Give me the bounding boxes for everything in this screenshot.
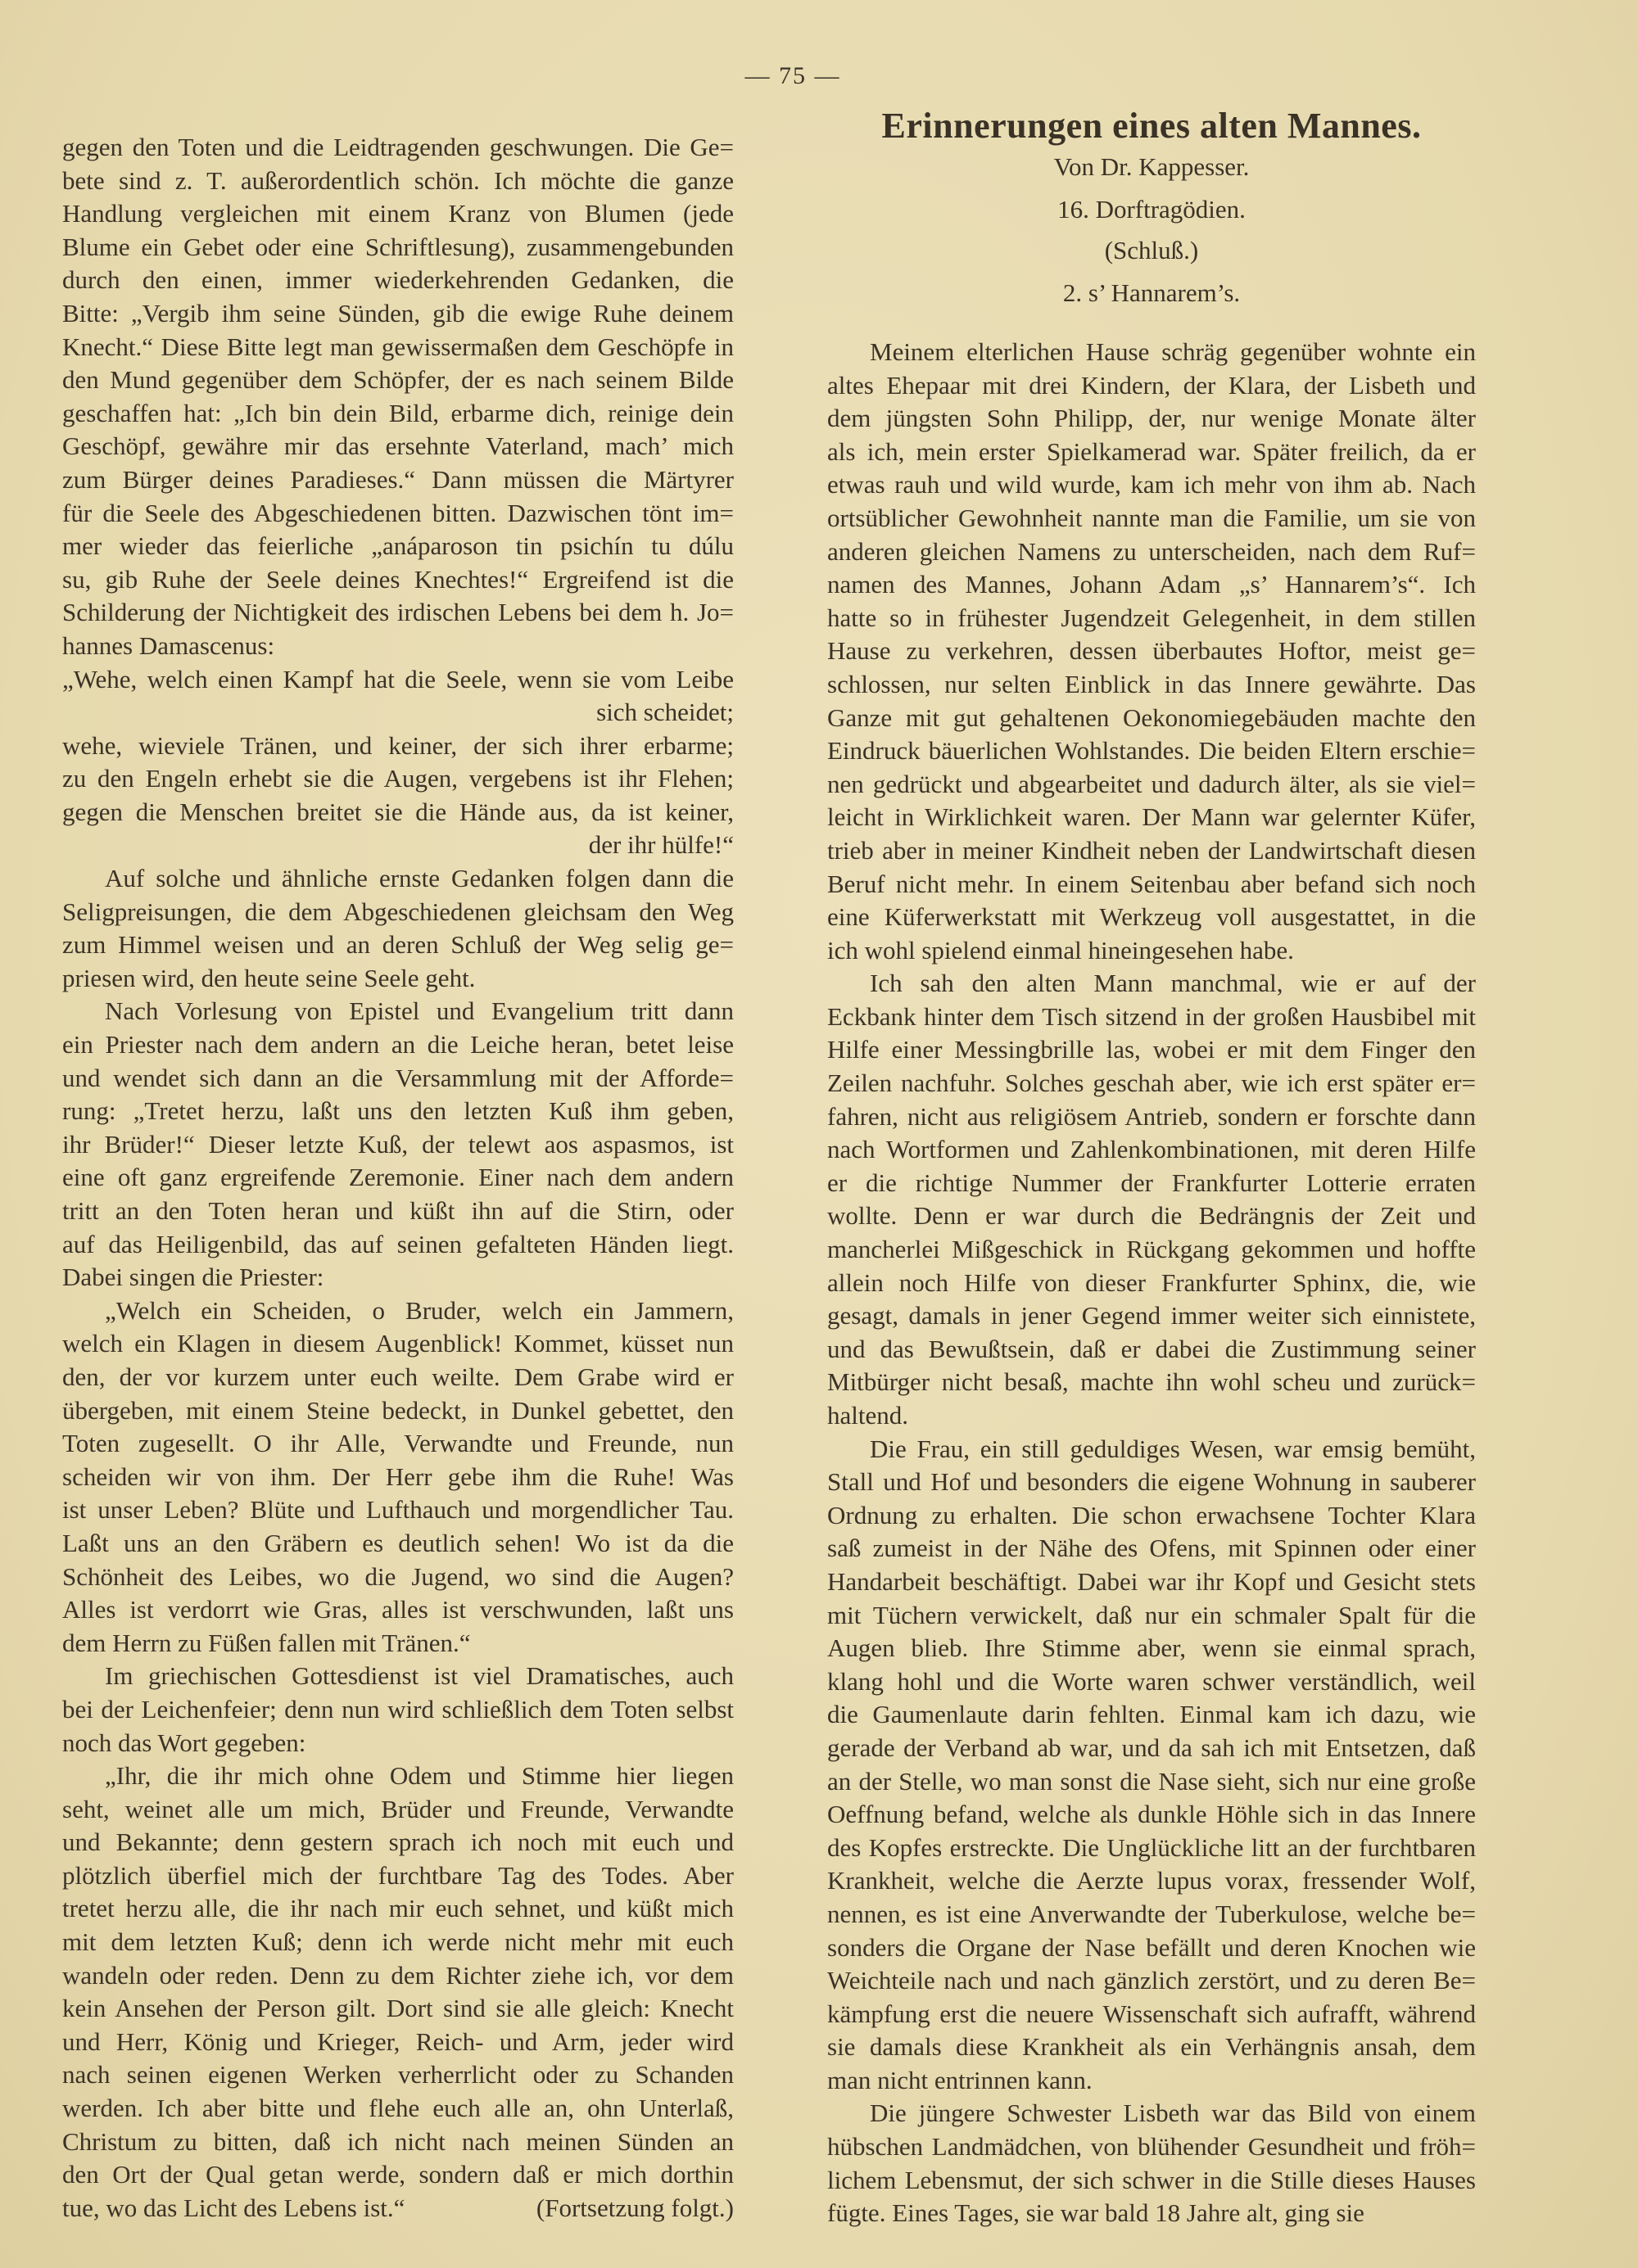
text-line	[827, 1599, 1476, 1633]
line-text: Ganze mit gut gehaltenen Oekonomiegebäuden machte den	[827, 703, 1476, 732]
text-line	[62, 896, 734, 929]
section-note: (Schluß.)	[1104, 236, 1199, 264]
line-text: seht, weinet alle um mich, Brüder und Freunde, Verwandte	[62, 1794, 734, 1823]
text-line	[827, 1931, 1476, 1965]
line-text: kein Ansehen der Person gilt. Dort sind sie alle gleich: Knecht	[62, 1994, 734, 2023]
text-line	[62, 796, 734, 829]
line-text: Laßt uns an den Gräbern es deutlich sehen! Wo ist da die	[62, 1528, 734, 1557]
text-line	[827, 1167, 1476, 1200]
line-text: man nicht entrinnen kann.	[827, 2065, 1093, 2094]
line-text: den, der vor kurzem unter euch weilte. Dem Grabe wird er	[62, 1362, 734, 1391]
text-line	[62, 962, 734, 996]
text-line	[827, 668, 1476, 702]
text-line	[62, 1394, 734, 1428]
line-text: „Welch ein Scheiden, o Bruder, welch ein Jammern,	[105, 1295, 734, 1325]
line-text: Hilfe einer Messingbrille las, wobei er mit dem Finger den	[827, 1035, 1476, 1064]
line-text: nen gedrückt und abgearbeitet und dadurch älter, als sie viel=	[827, 769, 1476, 798]
text-line	[62, 1926, 734, 1959]
text-line	[827, 1267, 1476, 1300]
text-line	[827, 1565, 1476, 1599]
line-text: dem jüngsten Sohn Philipp, der, nur wenige Monate älter	[827, 404, 1476, 433]
text-line	[62, 1062, 734, 1096]
line-text: fahren, nicht aus religiösem Antrieb, sondern er forschte dann	[827, 1101, 1476, 1131]
line-text: Blume ein Gebet oder eine Schriftlesung), zusammengebunden	[62, 232, 734, 261]
line-text: den Ort der Qual getan werde, sondern daß er mich dorthin	[62, 2160, 734, 2189]
text-line	[827, 1964, 1476, 1998]
line-text: nach Wortformen und Zahlenkombinationen, mit deren Hilfe	[827, 1135, 1476, 1164]
line-text: gerade der Verband ab war, und da sah ich mit Entsetzen, daß	[827, 1733, 1476, 1762]
line-text: und Bekannte; denn gestern sprach ich noch mit euch und	[62, 1828, 734, 1857]
text-line	[62, 1959, 734, 1993]
text-line	[827, 1898, 1476, 1931]
line-text: nach seinen eigenen Werken verherrlicht oder zu Schanden	[62, 2060, 734, 2090]
line-text: er die richtige Nummer der Frankfurter Lotterie erraten	[827, 1168, 1476, 1197]
text-line	[827, 1665, 1476, 1699]
line-text: ist unser Leben? Blüte und Lufthauch und morgendlicher Tau.	[62, 1495, 734, 1525]
line-text: an der Stelle, wo man sonst die Nase sieht, sich nur eine große	[827, 1766, 1476, 1796]
text-line	[827, 1067, 1476, 1100]
text-line	[827, 1333, 1476, 1367]
text-line	[62, 331, 734, 364]
text-line	[827, 602, 1476, 635]
text-line	[827, 502, 1476, 535]
text-line	[827, 2097, 1476, 2130]
article-title: Erinnerungen eines alten Mannes.	[881, 106, 1422, 146]
text-line	[62, 2092, 734, 2126]
text-line	[827, 2064, 1476, 2098]
text-line	[827, 635, 1476, 668]
text-line	[62, 1261, 734, 1294]
line-text: haltend.	[827, 1401, 908, 1430]
text-line	[62, 264, 734, 297]
continuation-note: (Fortsetzung folgt.)	[536, 2193, 734, 2222]
line-text: eine Küferwerkstatt mit Werkzeug voll ausgestattet, in die	[827, 902, 1476, 932]
line-text: Meinem elterlichen Hause schräg gegenüber wohnte ein	[870, 337, 1476, 366]
line-text: Stall und Hof und besonders die eigene Wohnung in sauberer	[827, 1467, 1476, 1497]
line-text: su, gib Ruhe der Seele deines Knechtes!“ Ergreifend ist die	[62, 564, 734, 594]
line-text: scheiden wir von ihm. Der Herr gebe ihm die Ruhe! Was	[62, 1462, 734, 1491]
line-text: Schilderung der Nichtigkeit des irdischen Lebens bei dem h. Jo=	[62, 598, 734, 627]
line-text: Schönheit des Leibes, wo die Jugend, wo sind die Augen?	[62, 1561, 734, 1591]
line-text: zum Himmel weisen und an deren Schluß der Weg selig ge=	[62, 930, 734, 960]
text-line	[827, 1499, 1476, 1533]
line-text: übergeben, mit einem Steine bedeckt, in Dunkel gebettet, den	[62, 1395, 734, 1425]
line-text: gegen die Menschen breitet sie die Hände aus, da ist keiner,	[62, 797, 734, 826]
text-line	[62, 397, 734, 431]
line-text: anderen gleichen Namens zu unterscheiden, nach dem Ruf=	[827, 536, 1476, 566]
text-line	[62, 1859, 734, 1893]
text-line	[62, 1228, 734, 1262]
text-line	[62, 1892, 734, 1926]
line-text: ich wohl spielend einmal hineingesehen habe.	[827, 935, 1294, 965]
text-line	[827, 1698, 1476, 1732]
line-text: kämpfung erst die neuere Wissenschaft sich aufrafft, während	[827, 1999, 1476, 2028]
text-line	[827, 1433, 1476, 1466]
text-line	[62, 1028, 734, 1062]
line-text: wandeln oder reden. Denn zu dem Richter ziehe ich, vor dem	[62, 1960, 734, 1990]
line-text: tritt an den Toten heran und küßt ihn auf die Stirn, oder	[62, 1196, 734, 1225]
line-text: saß zumeist in der Nähe des Ofens, mit Spinnen oder einer	[827, 1534, 1476, 1563]
line-text: sonders die Organe der Nase befällt und deren Knochen wie	[827, 1932, 1476, 1962]
text-line	[827, 868, 1476, 901]
line-text: plötzlich überfiel mich der furchtbare Tag des Todes. Aber	[62, 1860, 734, 1890]
text-line	[62, 1427, 734, 1461]
line-text: Eckbank hinter dem Tisch sitzend in der großen Hausbibel mit	[827, 1001, 1476, 1031]
text-line	[827, 834, 1476, 868]
line-text: hatte so in frühester Jugendzeit Gelegenheit, in dem stillen	[827, 603, 1476, 632]
line-text: fügte. Eines Tages, sie war bald 18 Jahre alt, ging sie	[827, 2198, 1364, 2228]
line-text: ihr Brüder!“ Dieser letzte Kuß, der telewt aos aspasmos, ist	[62, 1129, 734, 1159]
line-text: bete sind z. T. außerordentlich schön. Ich möchte die ganze	[62, 165, 734, 195]
line-text: Ordnung zu erhalten. Die schon erwachsene Tochter Klara	[827, 1500, 1476, 1529]
line-text: der ihr hülfe!“	[588, 830, 734, 860]
text-line	[827, 801, 1476, 834]
text-line	[62, 131, 734, 165]
text-line	[827, 1299, 1476, 1333]
line-text: Knecht.“ Diese Bitte legt man gewissermaßen dem Geschöpfe in	[62, 332, 734, 361]
line-text: des Kopfes erstreckte. Die Unglückliche litt an der furchtbaren	[827, 1832, 1476, 1862]
line-text: Alles ist verdorrt wie Gras, alles ist verschwunden, laßt uns	[62, 1595, 734, 1624]
line-text: Oeffnung befand, welche als dunkle Höhle sich in das Innere	[827, 1800, 1476, 1829]
line-text: altes Ehepaar mit drei Kindern, der Klara, der Lisbeth und	[827, 370, 1476, 400]
line-text: Dabei singen die Priester:	[62, 1263, 324, 1292]
line-text: Die Frau, ein still geduldiges Wesen, war emsig bemüht,	[870, 1434, 1476, 1463]
text-line	[62, 1128, 734, 1162]
text-line	[827, 336, 1476, 369]
line-text: „Wehe, welch einen Kampf hat die Seele, wenn sie vom Leibe	[62, 664, 734, 694]
text-line	[62, 995, 734, 1028]
line-text: und Herr, König und Krieger, Reich- und Arm, jeder wird	[62, 2026, 734, 2056]
line-text: sich scheidet;	[596, 698, 734, 727]
line-text: Auf solche und ähnliche ernste Gedanken folgen dann die	[105, 864, 734, 893]
text-line	[827, 1366, 1476, 1399]
line-text: trieb aber in meiner Kindheit neben der Landwirtschaft diesen	[827, 835, 1476, 865]
line-text: zu den Engeln erhebt sie die Augen, vergebens ist ihr Flehen;	[62, 764, 734, 793]
line-text: wehe, wieviele Tränen, und keiner, der sich ihrer erbarme;	[62, 730, 734, 760]
line-text: priesen wird, den heute seine Seele geht.	[62, 963, 476, 992]
text-line	[62, 497, 734, 531]
text-line	[62, 1361, 734, 1394]
text-line	[827, 1798, 1476, 1832]
line-text: als ich, mein erster Spielkamerad war. Später freilich, da er	[827, 436, 1476, 466]
text-line	[827, 2130, 1476, 2164]
text-line	[827, 1864, 1476, 1898]
text-line	[827, 901, 1476, 934]
text-line	[62, 630, 734, 663]
text-line	[827, 1233, 1476, 1267]
line-text: Seligpreisungen, die dem Abgeschiedenen gleichsam den Weg	[62, 897, 734, 926]
line-text: tue, wo das Licht des Lebens ist.“	[62, 2193, 405, 2222]
line-text: mancherlei Mißgeschick in Rückgang gekommen und hoffte	[827, 1235, 1476, 1264]
line-text: tretet herzu alle, die ihr nach mir euch sehnet, und küßt mich	[62, 1894, 734, 1923]
text-line	[62, 1527, 734, 1561]
text-line	[827, 568, 1476, 602]
line-text: schlossen, nur selten Einblick in das Innere gewährte. Das	[827, 669, 1476, 698]
line-text: welch ein Klagen in diesem Augenblick! Kommet, küsset nun	[62, 1329, 734, 1358]
text-line	[827, 369, 1476, 403]
text-line	[62, 1294, 734, 1328]
line-text: Weichteile nach und nach gänzlich zerstört, und zu deren Be=	[827, 1966, 1476, 1995]
text-line	[62, 231, 734, 264]
text-line	[827, 1998, 1476, 2031]
line-text: durch den einen, immer wiederkehrenden Gedanken, die	[62, 265, 734, 295]
line-text: die Gaumenlaute darin fehlten. Einmal kam ich dazu, wie	[827, 1700, 1476, 1729]
line-text: mer wieder das feierliche „anáparoson tin psichín tu dúlu	[62, 531, 734, 561]
line-text: klang hohl und die Worte waren schwer verständlich, weil	[827, 1666, 1476, 1696]
text-line	[827, 934, 1476, 968]
line-text: Handarbeit beschäftigt. Dabei war ihr Kopf und Gesicht stets	[827, 1566, 1476, 1596]
line-text: Hause zu verkehren, dessen überbautes Hoftor, meist ge=	[827, 636, 1476, 666]
line-text: hübschen Landmädchen, von blühender Gesundheit und fröh=	[827, 2132, 1476, 2162]
line-text: namen des Mannes, Johann Adam „s’ Hannarem’s“. Ich	[827, 570, 1476, 599]
text-line	[62, 2158, 734, 2192]
line-text: rung: „Tretet herzu, laßt uns den letzten Kuß ihm geben,	[62, 1096, 734, 1126]
line-text: Ich sah den alten Mann manchmal, wie er auf der	[870, 969, 1476, 998]
text-line	[62, 165, 734, 198]
text-line	[827, 734, 1476, 768]
text-line	[62, 762, 734, 796]
section-heading: 16. Dorftragödien.	[1057, 195, 1246, 224]
text-line	[62, 430, 734, 463]
line-text: Nach Vorlesung von Epistel und Evangelium tritt dann	[105, 996, 734, 1026]
text-line	[62, 928, 734, 962]
text-line	[62, 1461, 734, 1494]
line-text: und wendet sich dann an die Versammlung mit der Afforde=	[62, 1063, 734, 1092]
text-line	[62, 1161, 734, 1195]
text-line	[62, 1992, 734, 2026]
text-line	[62, 364, 734, 397]
line-text: bei der Leichenfeier; denn nun wird schließlich dem Toten selbst	[62, 1694, 734, 1724]
text-line	[62, 1660, 734, 1693]
text-line	[827, 1100, 1476, 1134]
text-line	[62, 730, 734, 763]
line-text: „Ihr, die ihr mich ohne Odem und Stimme hier liegen	[105, 1761, 734, 1791]
text-line	[827, 768, 1476, 802]
line-text: Toten zugesellt. O ihr Alle, Verwandte und Freunde, nun	[62, 1429, 734, 1458]
line-text: Eindruck bäuerlichen Wohlstandes. Die beiden Eltern erschie=	[827, 736, 1476, 766]
text-line	[827, 1632, 1476, 1665]
text-line	[62, 1760, 734, 1793]
text-line	[62, 1826, 734, 1859]
line-text: ein Priester nach dem andern an die Leiche heran, betet leise	[62, 1030, 734, 1059]
line-text: hannes Damascenus:	[62, 630, 275, 660]
line-text: wollte. Denn er war durch die Bedrängnis der Zeit und	[827, 1201, 1476, 1231]
line-text: lichem Lebensmut, der sich schwer in die Stille dieses Hauses	[827, 2165, 1476, 2194]
line-text: Die jüngere Schwester Lisbeth war das Bild von einem	[870, 2099, 1476, 2128]
text-line	[62, 829, 734, 862]
line-text: noch das Wort gegeben:	[62, 1728, 306, 1757]
text-line	[62, 1627, 734, 1660]
text-line	[62, 1693, 734, 1727]
text-line	[827, 1200, 1476, 1233]
text-line	[62, 2058, 734, 2092]
article-author: Von Dr. Kappesser.	[1053, 152, 1250, 181]
text-line	[62, 530, 734, 563]
text-line	[62, 596, 734, 630]
text-line	[62, 1095, 734, 1128]
text-line	[827, 1466, 1476, 1499]
right-column	[827, 336, 1476, 2230]
line-text: mit dem letzten Kuß; denn ich werde nicht mehr mit euch	[62, 1927, 734, 1957]
line-text: gegen den Toten und die Leidtragenden geschwungen. Die Ge=	[62, 133, 734, 161]
line-text: mit Tüchern verwickelt, daß nur ein schmaler Spalt für die	[827, 1600, 1476, 1629]
text-line	[827, 1532, 1476, 1565]
text-line	[62, 1793, 734, 1827]
line-text: gesagt, damals in jener Gegend immer weiter sich einnistete,	[827, 1301, 1476, 1331]
text-line	[827, 1765, 1476, 1799]
line-text: Bitte: „Vergib ihm seine Sünden, gib die ewige Ruhe deinem	[62, 298, 734, 328]
left-column	[62, 131, 734, 2225]
text-line	[827, 967, 1476, 1001]
text-line	[62, 862, 734, 896]
text-line	[827, 468, 1476, 502]
line-text: Zeilen nachfuhr. Solches geschah aber, wie ich erst später er=	[827, 1068, 1476, 1098]
page-number: — 75 —	[744, 62, 841, 89]
text-line	[827, 1033, 1476, 1067]
text-line	[827, 1399, 1476, 1433]
text-line	[827, 535, 1476, 569]
line-text: Augen blieb. Ihre Stimme aber, wenn sie einmal sprach,	[827, 1633, 1476, 1663]
subsection-heading: 2. s’ Hannarem’s.	[1062, 278, 1241, 307]
line-text: auf das Heiligenbild, das auf seinen gefalteten Händen liegt.	[62, 1229, 734, 1258]
text-line	[827, 402, 1476, 436]
text-line	[62, 1593, 734, 1627]
line-text: Geschöpf, gewähre mir das ersehnte Vaterland, mach’ mich	[62, 431, 734, 461]
text-line	[62, 1727, 734, 1760]
text-line	[62, 663, 734, 697]
line-text: sie damals diese Krankheit als ein Verhängnis ansah, dem	[827, 2032, 1476, 2062]
text-line	[62, 197, 734, 231]
text-line	[62, 463, 734, 497]
text-line	[62, 2192, 734, 2225]
line-text: eine oft ganz ergreifende Zeremonie. Einer nach dem andern	[62, 1163, 734, 1192]
line-text: und das Bewußtsein, daß er dabei die Zustimmung seiner	[827, 1334, 1476, 1363]
line-text: Handlung vergleichen mit einem Kranz von Blumen (jede	[62, 199, 734, 228]
line-text: Christum zu bitten, daß ich nicht nach meinen Sünden an	[62, 2126, 734, 2156]
line-text: Mitbürger nicht besaß, machte ihn wohl scheu und zurück=	[827, 1367, 1476, 1397]
line-text: dem Herrn zu Füßen fallen mit Tränen.“	[62, 1628, 471, 1657]
text-line	[62, 2026, 734, 2059]
text-line	[827, 436, 1476, 469]
line-text: leicht in Wirklichkeit waren. Der Mann war gelernter Küfer,	[827, 802, 1476, 832]
line-text: Beruf nicht mehr. In einem Seitenbau aber befand sich noch	[827, 869, 1476, 898]
line-text: allein noch Hilfe von dieser Frankfurter Sphinx, die, wie	[827, 1267, 1476, 1297]
text-line	[62, 1561, 734, 1594]
text-line	[62, 1327, 734, 1361]
text-line	[827, 2164, 1476, 2198]
text-line	[827, 1832, 1476, 1865]
line-text: Krankheit, welche die Aerzte lupus vorax, fressender Wolf,	[827, 1866, 1476, 1895]
line-text: geschaffen hat: „Ich bin dein Bild, erbarme dich, reinige dein	[62, 398, 734, 427]
line-text: Im griechischen Gottesdienst ist viel Dramatisches, auch	[105, 1661, 734, 1691]
line-text: für die Seele des Abgeschiedenen bitten. Dazwischen tönt im=	[62, 498, 734, 527]
line-text: werden. Ich aber bitte und flehe euch alle an, ohn Unterlaß,	[62, 2094, 734, 2123]
text-line	[62, 563, 734, 597]
text-line	[62, 2126, 734, 2159]
text-line	[827, 2031, 1476, 2064]
line-text: ortsüblicher Gewohnheit nannte man die Familie, um sie von	[827, 503, 1476, 532]
line-text: etwas rauh und wild wurde, kam ich mehr von ihm ab. Nach	[827, 470, 1476, 499]
text-line	[827, 1133, 1476, 1167]
text-line	[827, 2197, 1476, 2230]
text-line	[62, 1195, 734, 1228]
text-line	[827, 1732, 1476, 1765]
line-text: nennen, es ist eine Anverwandte der Tuberkulose, welche be=	[827, 1899, 1476, 1928]
text-line	[62, 696, 734, 730]
text-line	[62, 1493, 734, 1527]
line-text: zum Bürger deines Paradieses.“ Dann müssen die Märtyrer	[62, 464, 734, 494]
text-line	[827, 702, 1476, 735]
line-text: den Mund gegenüber dem Schöpfer, der es nach seinem Bilde	[62, 365, 734, 395]
text-line	[827, 1001, 1476, 1034]
text-line	[62, 297, 734, 331]
